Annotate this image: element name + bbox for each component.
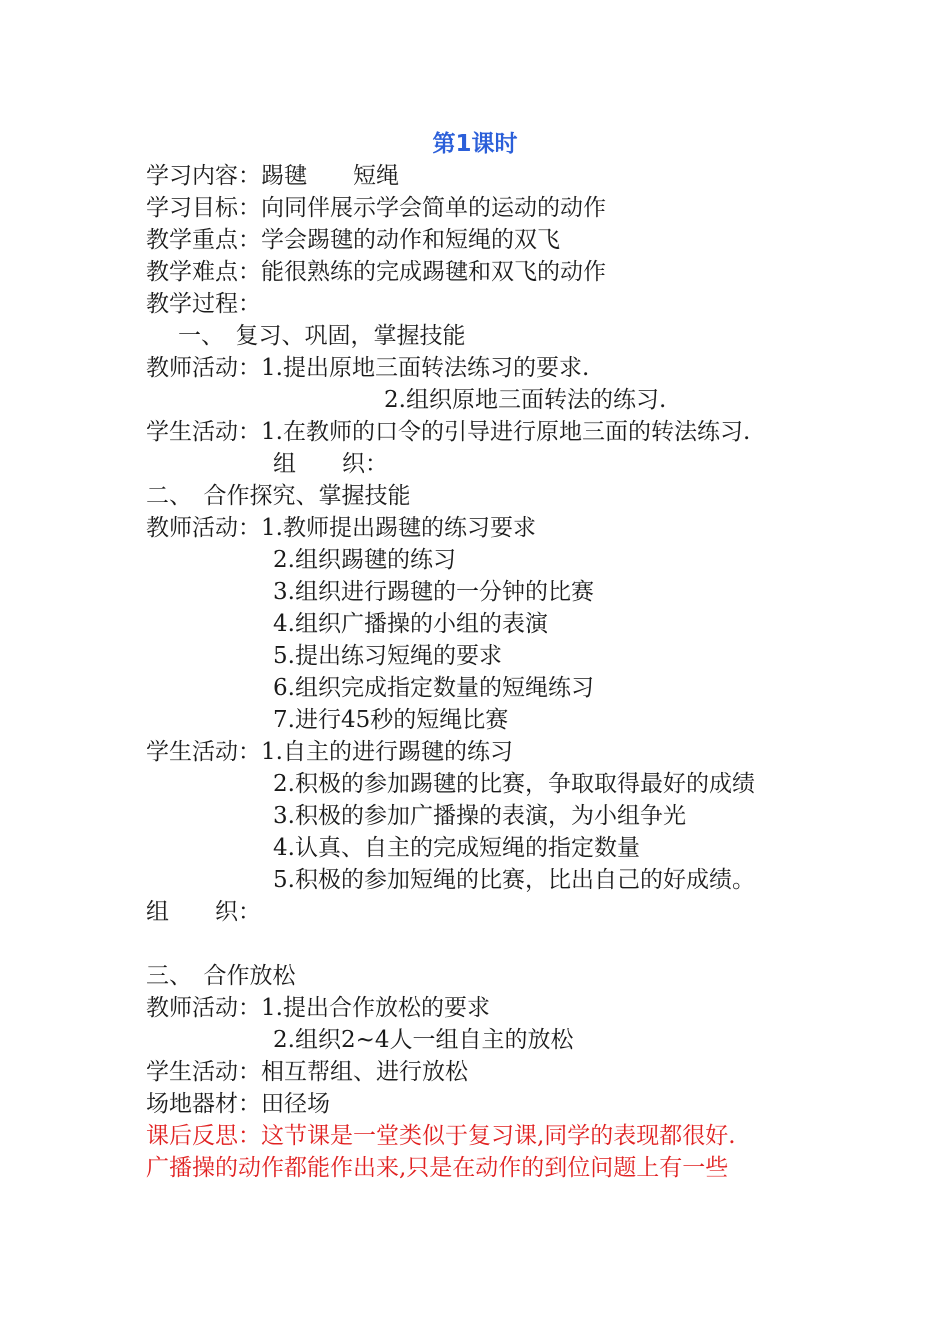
section-2-student-1: 学生活动：1.自主的进行踢毽的练习 bbox=[146, 739, 513, 765]
section-3-student: 学生活动：相互帮组、进行放松 bbox=[146, 1059, 468, 1085]
reflection-line-1: 课后反思：这节课是一堂类似于复习课,同学的表现都很好. bbox=[146, 1123, 736, 1149]
section-2-organization: 组 织： bbox=[146, 899, 261, 925]
section-3-heading: 三、 合作放松 bbox=[146, 963, 296, 989]
learning-content: 学习内容：踢毽 短绳 bbox=[146, 163, 399, 189]
section-2-teacher-4: 4.组织广播操的小组的表演 bbox=[273, 611, 548, 637]
section-2-student-5: 5.积极的参加短绳的比赛，比出自己的好成绩。 bbox=[273, 867, 755, 893]
section-2-student-4: 4.认真、自主的完成短绳的指定数量 bbox=[273, 835, 640, 861]
venue-equipment: 场地器材：田径场 bbox=[146, 1091, 330, 1117]
lesson-title: 第1课时 bbox=[432, 131, 518, 157]
reflection-line-2: 广播操的动作都能作出来,只是在动作的到位问题上有一些 bbox=[146, 1155, 729, 1181]
section-2-teacher-7: 7.进行45秒的短绳比赛 bbox=[273, 707, 509, 733]
section-1-teacher-1: 教师活动：1.提出原地三面转法练习的要求. bbox=[146, 355, 590, 381]
section-2-teacher-6: 6.组织完成指定数量的短绳练习 bbox=[273, 675, 594, 701]
section-2-teacher-1: 教师活动：1.教师提出踢毽的练习要求 bbox=[146, 515, 536, 541]
learning-goal: 学习目标：向同伴展示学会简单的运动的动作 bbox=[146, 195, 606, 221]
section-3-teacher-1: 教师活动：1.提出合作放松的要求 bbox=[146, 995, 490, 1021]
section-3-teacher-2: 2.组织2~4人一组自主的放松 bbox=[273, 1027, 574, 1053]
section-1-student-1: 学生活动：1.在教师的口令的引导进行原地三面的转法练习. bbox=[146, 419, 751, 445]
section-2-teacher-5: 5.提出练习短绳的要求 bbox=[273, 643, 502, 669]
section-2-teacher-2: 2.组织踢毽的练习 bbox=[273, 547, 456, 573]
section-1-teacher-2: 2.组织原地三面转法的练习. bbox=[384, 387, 667, 413]
teaching-difficulty: 教学难点：能很熟练的完成踢毽和双飞的动作 bbox=[146, 259, 606, 285]
section-2-heading: 二、 合作探究、掌握技能 bbox=[146, 483, 411, 509]
teaching-process: 教学过程： bbox=[146, 291, 261, 317]
lesson-body bbox=[146, 160, 846, 1184]
teaching-focus: 教学重点：学会踢毽的动作和短绳的双飞 bbox=[146, 227, 560, 253]
section-2-student-3: 3.积极的参加广播操的表演，为小组争光 bbox=[273, 803, 686, 829]
section-1-organization: 组 织： bbox=[273, 451, 388, 477]
section-2-teacher-3: 3.组织进行踢毽的一分钟的比赛 bbox=[273, 579, 594, 605]
section-1-heading: 一、 复习、巩固，掌握技能 bbox=[178, 323, 466, 349]
blank-line bbox=[146, 928, 846, 960]
section-2-student-2: 2.积极的参加踢毽的比赛，争取取得最好的成绩 bbox=[273, 771, 755, 797]
